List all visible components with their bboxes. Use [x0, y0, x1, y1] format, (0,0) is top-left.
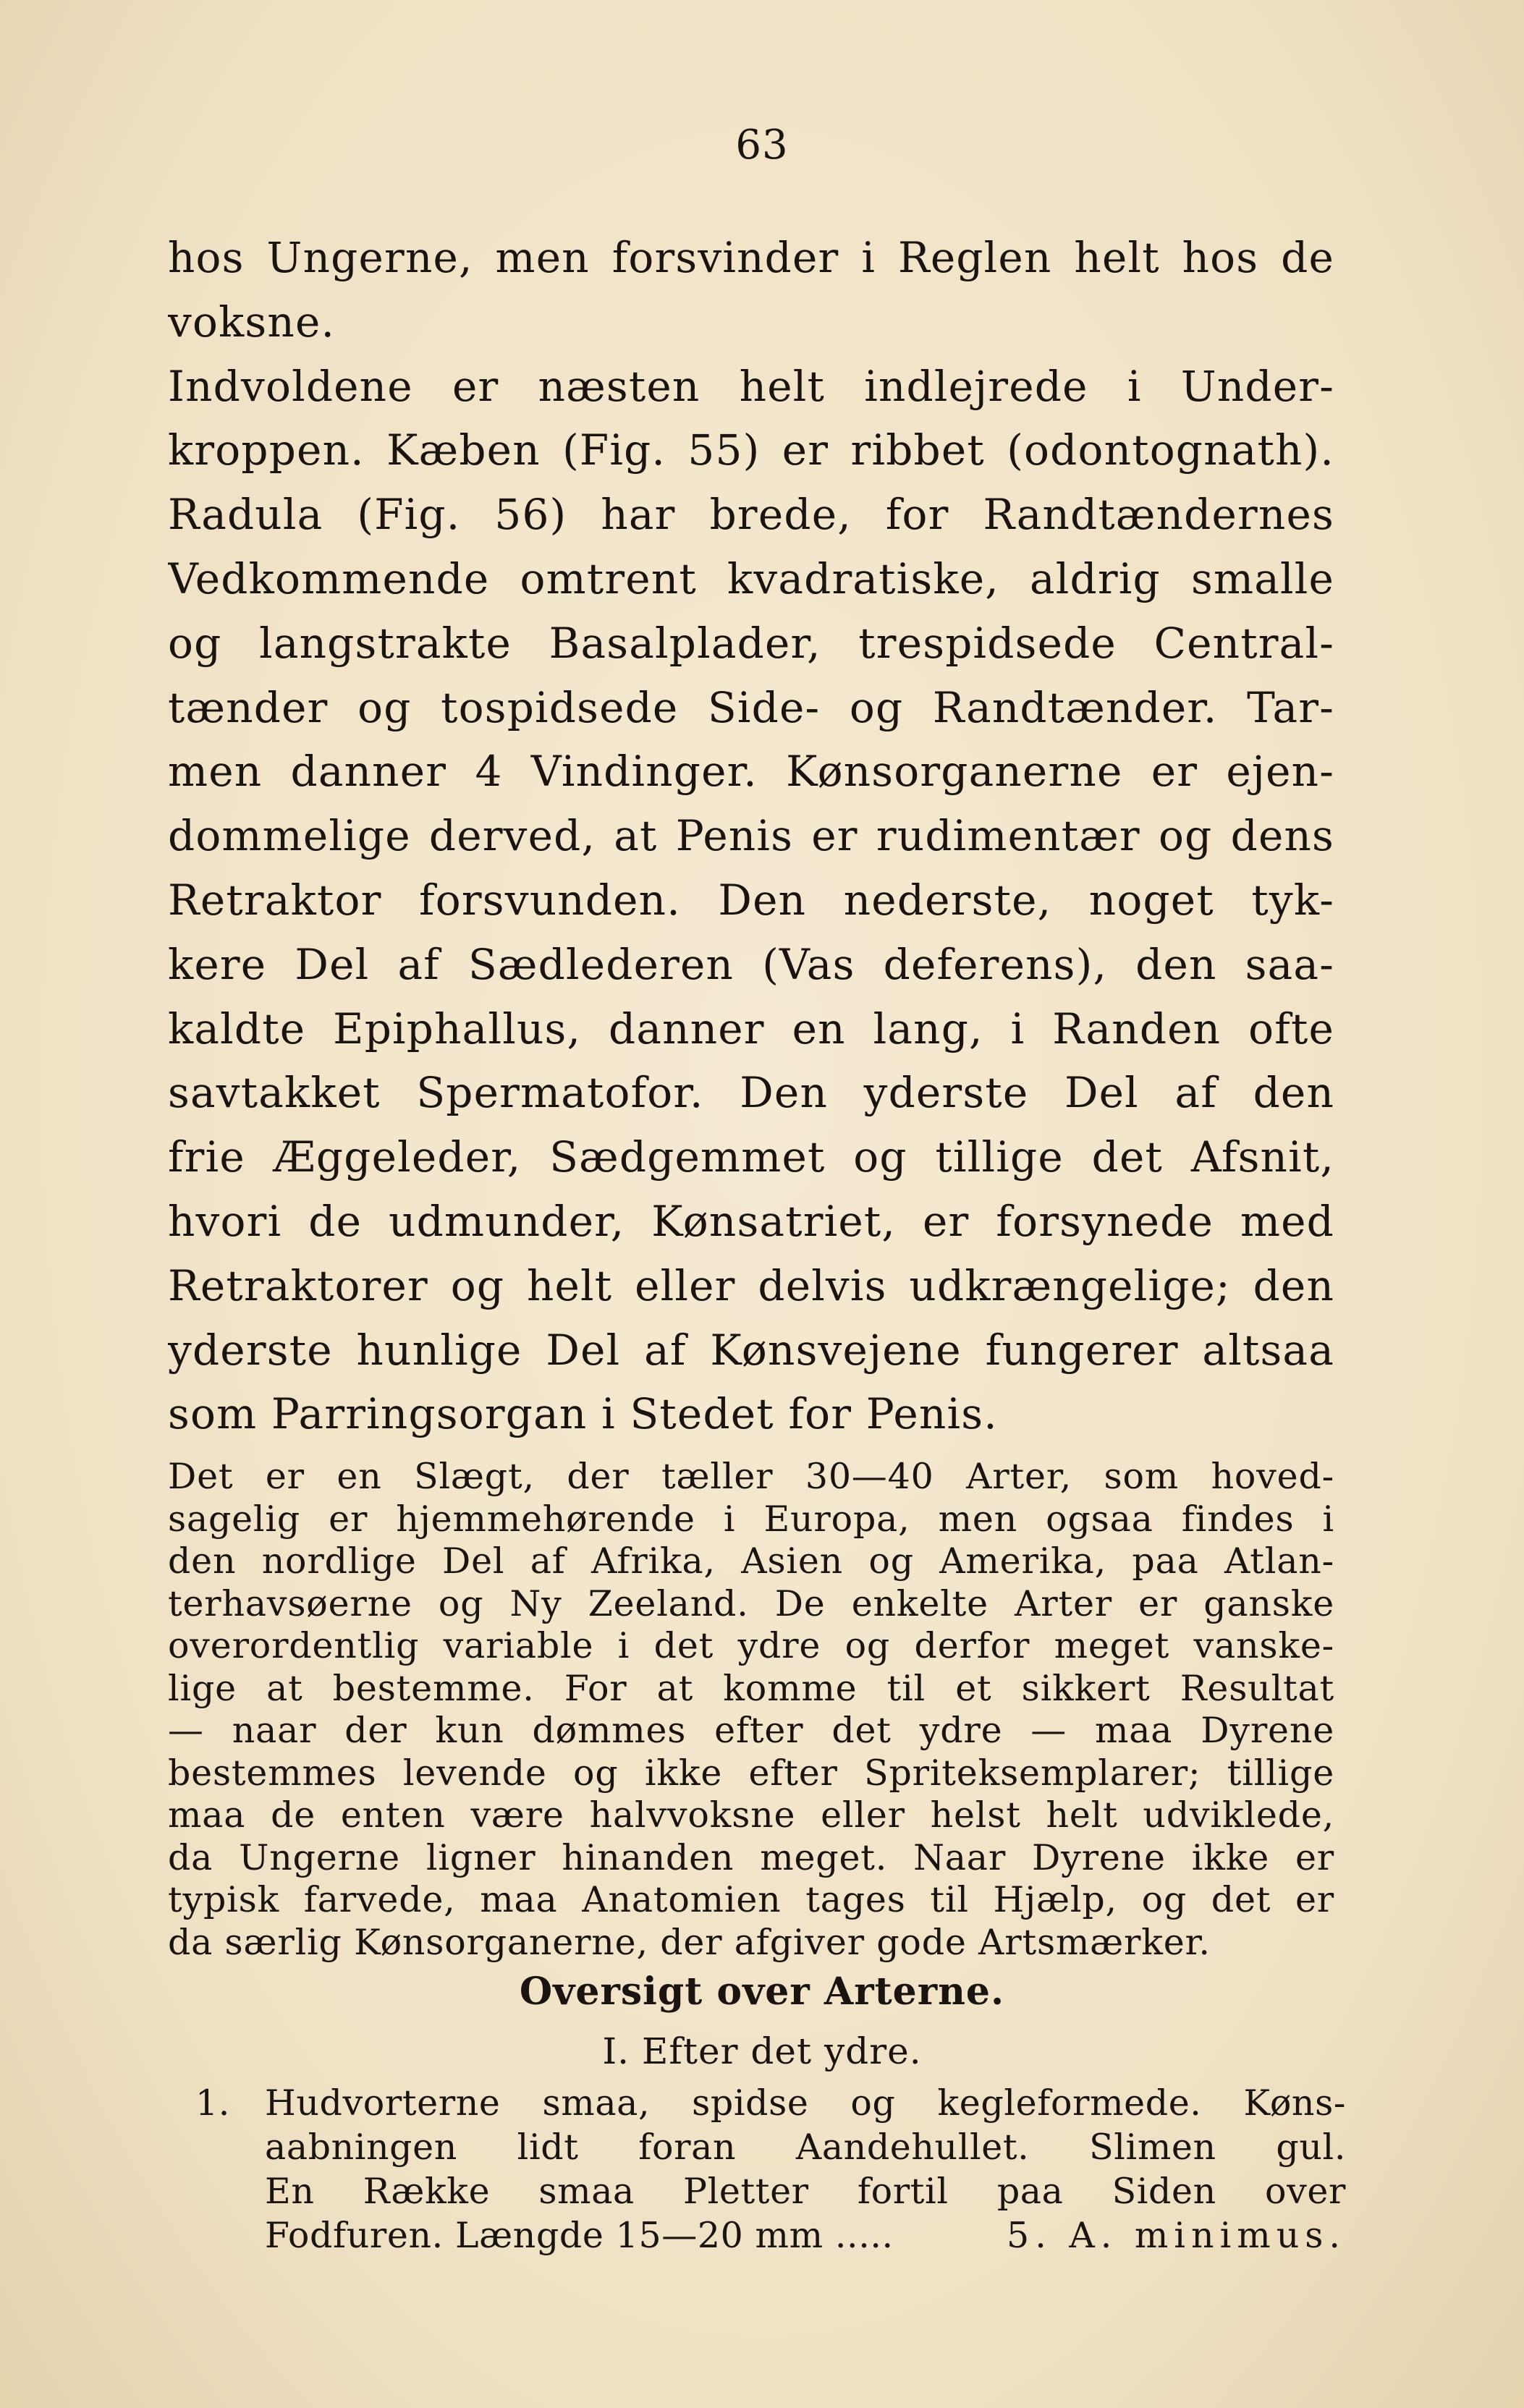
key-entry-description: Fodfuren. Længde 15—20 mm .....: [265, 2215, 894, 2256]
paragraph-line: kaldte Epiphallus, danner en lang, i Randen ofte: [168, 1004, 1334, 1054]
paragraph-line: men danner 4 Vindinger. Kønsorganerne er ejen-: [168, 747, 1334, 797]
paragraph-line: og langstrakte Basalplader, trespidsede Central-: [168, 618, 1334, 668]
key-entry-line: En Række smaa Pletter fortil paa Siden over: [265, 2171, 1346, 2212]
small-print-line: den nordlige Del af Afrika, Asien og Amerika, paa Atlan-: [168, 1540, 1334, 1582]
small-print-line: sagelig er hjemmehørende i Europa, men ogsaa findes i: [168, 1498, 1334, 1540]
small-print-line: bestemmes levende og ikke efter Spriteksemplarer; tillige: [168, 1752, 1334, 1794]
main-paragraph: [168, 226, 1334, 1446]
paragraph-line: Retraktorer og helt eller delvis udkrængelige; den: [168, 1260, 1334, 1310]
paragraph-line: kroppen. Kæben (Fig. 55) er ribbet (odontognath).: [168, 425, 1334, 475]
key-entry-last-line: [265, 2213, 1346, 2258]
section-title: Oversigt over Arterne.: [519, 1970, 1005, 2014]
species-result: 5. A. minimus.: [1007, 2215, 1346, 2256]
small-print-line: lige at bestemme. For at komme til et sikkert Resultat: [168, 1667, 1334, 1709]
paragraph-line: Retraktor forsvunden. Den nederste, noget tyk-: [168, 875, 1334, 925]
small-print-line: — naar der kun dømmes efter det ydre — maa Dyrene: [168, 1710, 1334, 1751]
key-entry-line: aabningen lidt foran Aandehullet. Slimen gul.: [265, 2127, 1346, 2168]
paragraph-line: tænder og tospidsede Side- og Randtænder. Tar-: [168, 682, 1334, 732]
paragraph-line: Indvoldene er næsten helt indlejrede i Under-: [168, 361, 1334, 411]
small-print-line: da Ungerne ligner hinanden meget. Naar Dyrene ikke er: [168, 1836, 1334, 1878]
small-print-line: maa de enten være halvvoksne eller helst helt udviklede,: [168, 1794, 1334, 1836]
key-entry-line: Hudvorterne smaa, spidse og kegleformede. Køns-: [265, 2082, 1346, 2124]
page-number: 63: [735, 122, 789, 169]
paragraph-line: voksne.: [168, 297, 336, 347]
paragraph-line: Radula (Fig. 56) har brede, for Randtændernes: [168, 490, 1334, 540]
small-print-line: Det er en Slægt, der tæller 30—40 Arter, som hoved-: [168, 1456, 1334, 1497]
small-print-paragraph: [168, 1456, 1334, 1964]
small-print-line: da særlig Kønsorganerne, der afgiver gode Artsmærker.: [168, 1921, 1211, 1963]
paragraph-line: hos Ungerne, men forsvinder i Reglen helt hos de: [168, 233, 1334, 282]
paragraph-line: savtakket Spermatofor. Den yderste Del af den: [168, 1068, 1334, 1118]
small-print-line: terhavsøerne og Ny Zeeland. De enkelte Arter er ganske: [168, 1582, 1334, 1624]
paragraph-line: dommelige derved, at Penis er rudimentær og dens: [168, 811, 1334, 861]
subsection-title: I. Efter det ydre.: [602, 2030, 922, 2072]
key-entry-text: [265, 2081, 1346, 2258]
paragraph-line: frie Æggeleder, Sædgemmet og tillige det Afsnit,: [168, 1132, 1334, 1182]
small-print-line: overordentlig variable i det ydre og derfor meget vanske-: [168, 1625, 1334, 1666]
paragraph-line: som Parringsorgan i Stedet for Penis.: [168, 1389, 998, 1439]
paragraph-line: Vedkommende omtrent kvadratiske, aldrig smalle: [168, 554, 1334, 603]
paragraph-line: hvori de udmunder, Kønsatriet, er forsynede med: [168, 1196, 1334, 1246]
small-print-line: typisk farvede, maa Anatomien tages til Hjælp, og det er: [168, 1879, 1334, 1920]
paragraph-line: kere Del af Sædlederen (Vas deferens), den saa-: [168, 939, 1334, 989]
paragraph-line: yderste hunlige Del af Kønsvejene fungerer altsaa: [168, 1325, 1334, 1375]
key-entry-number: 1.: [195, 2082, 230, 2124]
